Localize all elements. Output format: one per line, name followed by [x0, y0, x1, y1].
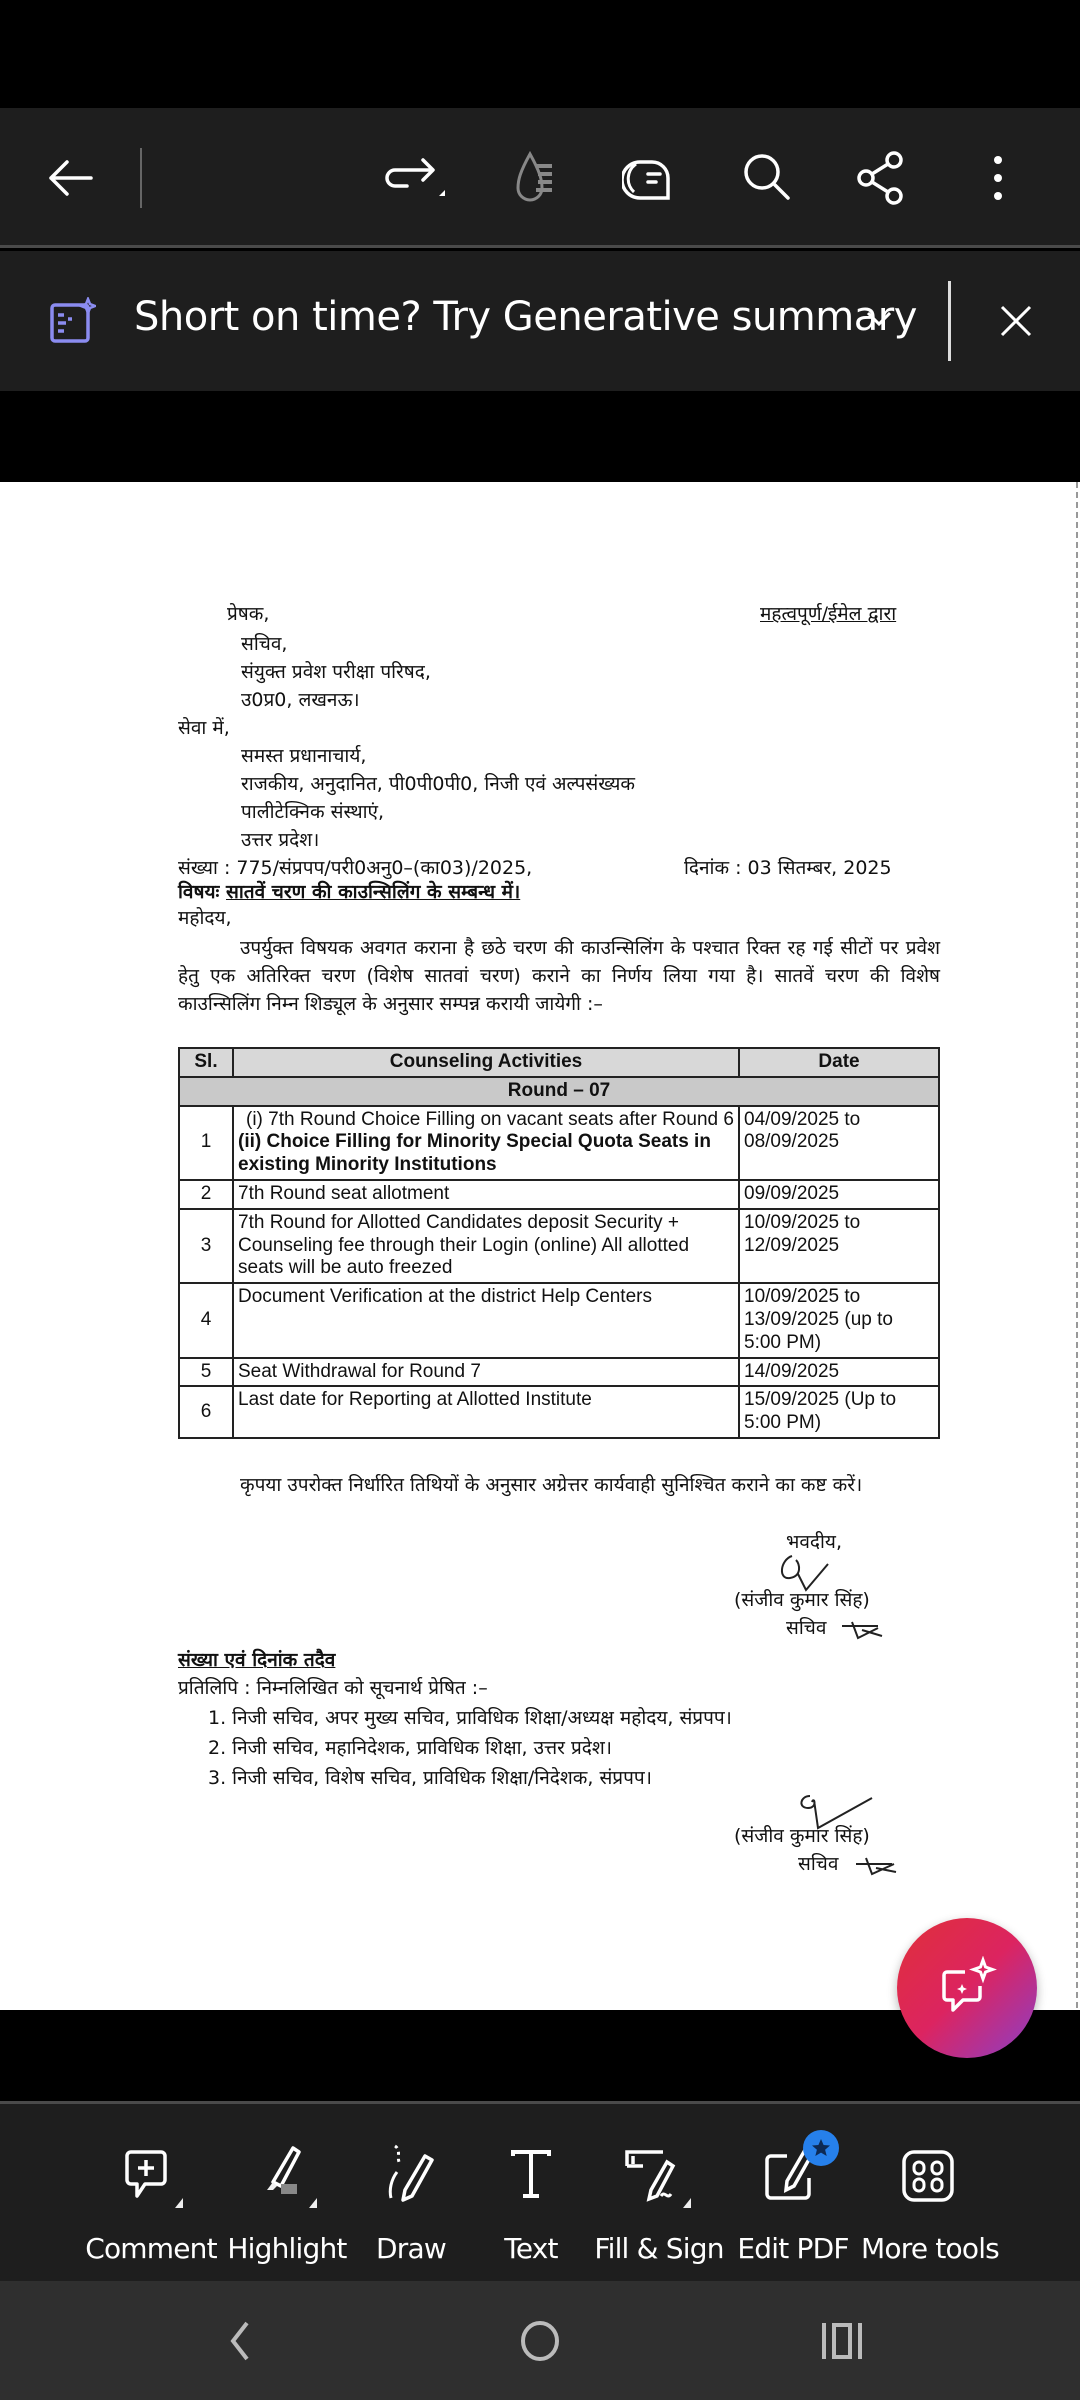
row-activity: Document Verification at the district Help Centers	[233, 1283, 739, 1357]
nav-back-icon[interactable]	[210, 2311, 270, 2371]
letter-date: दिनांक : 03 सितम्बर, 2025	[684, 857, 892, 879]
header-activities: Counseling Activities	[233, 1048, 739, 1077]
redo-share-icon[interactable]	[376, 140, 452, 216]
more-vertical-icon[interactable]	[960, 140, 1036, 216]
row-sl: 3	[179, 1209, 233, 1283]
generative-summary-icon	[48, 297, 96, 350]
bottom-toolbar	[0, 2101, 1080, 2281]
back-arrow-icon[interactable]	[32, 140, 108, 216]
toolbar-divider	[140, 148, 142, 208]
highlighter-icon	[247, 2142, 327, 2222]
signatory-designation: सचिव	[786, 1617, 827, 1639]
close-icon[interactable]	[996, 301, 1036, 346]
share-icon[interactable]	[844, 140, 920, 216]
to-label: सेवा में,	[178, 717, 230, 739]
text-icon	[491, 2142, 571, 2222]
draw-pencil-icon	[371, 2142, 451, 2222]
activity-part-a: (i) 7th Round Choice Filling on vacant seats after Round 6	[246, 1108, 734, 1130]
row-activity	[233, 1106, 739, 1180]
to-line: राजकीय, अनुदानित, पी0पी0पी0, निजी एवं अल्पसंख्यक	[241, 773, 635, 795]
row-date: 09/09/2025	[739, 1180, 939, 1209]
tool-label: Highlight	[227, 2232, 347, 2265]
to-line: पालीटेक्निक संस्थाएं,	[241, 801, 385, 823]
body-paragraph: उपर्युक्त विषयक अवगत कराना है छठे चरण की काउन्सिलिंग के पश्चात रिक्त रह गई सीटों पर प्रवेश हेतु एक अतिरिक्त चरण (विशेष सातवां चरण) कराने का निर्णय लिया गया है। सातवें चरण की विशेष काउन्सिलिंग निम्न शिड्यूल के अनुसार सम्पन्न करायी जायेगी :–	[178, 937, 940, 1015]
row-activity: Seat Withdrawal for Round 7	[233, 1358, 739, 1387]
page-edge-marks	[1076, 482, 1078, 2010]
tool-more-tools[interactable]	[862, 2104, 998, 2284]
initials-image	[838, 1618, 888, 1642]
ai-assistant-button[interactable]	[897, 1918, 1037, 2058]
tool-edit-pdf[interactable]	[728, 2104, 858, 2284]
header-sl: Sl.	[179, 1048, 233, 1077]
signatory-designation: सचिव	[798, 1853, 839, 1875]
table-row	[179, 1209, 939, 1283]
tool-label: Fill & Sign	[594, 2232, 724, 2265]
generative-summary-banner[interactable]	[0, 251, 1080, 391]
row-date: 14/09/2025	[739, 1358, 939, 1387]
header-date: Date	[739, 1048, 939, 1077]
schedule-table	[178, 1047, 940, 1439]
chevron-down-icon[interactable]	[862, 301, 896, 340]
row-activity: 7th Round seat allotment	[233, 1180, 739, 1209]
nav-home-icon[interactable]	[510, 2311, 570, 2371]
banner-divider	[948, 281, 951, 361]
fill-sign-icon	[619, 2142, 699, 2222]
edit-pdf-icon	[753, 2142, 833, 2222]
table-header-row	[179, 1048, 939, 1077]
banner-label: Short on time? Try Generative summary	[134, 294, 917, 340]
priority-note: महत्वपूर्ण/ईमेल द्वारा	[760, 603, 897, 625]
closing-paragraph: कृपया उपरोक्त निर्धारित तिथियों के अनुसार अग्रेत्तर कार्यवाही सुनिश्चित कराने का कष्ट करें।	[240, 1474, 863, 1496]
more-tools-grid-icon	[890, 2142, 970, 2222]
activity-part-b: (ii) Choice Filling for Minority Special Quota Seats in existing Minority Institutions	[238, 1131, 711, 1176]
table-row	[179, 1358, 939, 1387]
sender-line: संयुक्त प्रवेश परीक्षा परिषद,	[241, 661, 431, 683]
initials-image	[852, 1854, 902, 1878]
table-row	[179, 1180, 939, 1209]
nav-recents-icon[interactable]	[812, 2311, 872, 2371]
yours-faithfully: भवदीय,	[786, 1531, 842, 1553]
signatory-name: (संजीव कुमार सिंह)	[734, 1825, 870, 1847]
ai-assistant-icon	[935, 1956, 999, 2020]
row-date: 04/09/2025 to 08/09/2025	[739, 1106, 939, 1180]
system-nav-bar	[0, 2281, 1080, 2400]
tool-comment[interactable]	[86, 2104, 216, 2284]
to-line: समस्त प्रधानाचार्य,	[241, 745, 367, 767]
liquid-mode-icon[interactable]	[500, 140, 576, 216]
signatory-name: (संजीव कुमार सिंह)	[734, 1589, 870, 1611]
row-sl: 2	[179, 1180, 233, 1209]
reference-number: संख्या : 775/संप्रपप/परी0अनु0–(का03)/2025,	[178, 857, 533, 879]
table-row	[179, 1283, 939, 1357]
tool-label: Edit PDF	[737, 2232, 849, 2265]
tool-label: Text	[504, 2232, 558, 2265]
search-icon[interactable]	[730, 140, 806, 216]
row-date: 10/09/2025 to 12/09/2025	[739, 1209, 939, 1283]
salutation: महोदय,	[178, 907, 232, 929]
tool-label: More tools	[861, 2232, 999, 2265]
cc-list-item: 2. निजी सचिव, महानिदेशक, प्राविधिक शिक्षा, उत्तर प्रदेश।	[208, 1737, 612, 1759]
tool-fill-sign[interactable]	[584, 2104, 734, 2284]
star-badge-icon	[803, 2130, 839, 2166]
status-bar	[0, 0, 1080, 108]
tool-label: Draw	[376, 2232, 446, 2265]
row-activity: Last date for Reporting at Allotted Institute	[233, 1386, 739, 1438]
tool-text[interactable]	[466, 2104, 596, 2284]
round-label: Round – 07	[179, 1077, 939, 1106]
sender-label: प्रेषक,	[227, 603, 270, 625]
top-toolbar	[0, 108, 1080, 248]
row-sl: 6	[179, 1386, 233, 1438]
subject-label: विषयः	[178, 881, 220, 903]
table-row	[179, 1386, 939, 1438]
tool-highlight[interactable]	[222, 2104, 352, 2284]
table-row	[179, 1106, 939, 1180]
subject: सातवें चरण की काउन्सिलिंग के सम्बन्ध में।	[226, 881, 521, 903]
pdf-page[interactable]	[0, 482, 1080, 2010]
tool-label: Comment	[85, 2232, 217, 2265]
comments-icon[interactable]	[614, 140, 690, 216]
cc-intro: प्रतिलिपि : निम्नलिखित को सूचनार्थ प्रेषित :–	[178, 1677, 488, 1699]
row-sl: 1	[179, 1106, 233, 1180]
cc-list-item: 3. निजी सचिव, विशेष सचिव, प्राविधिक शिक्षा/निदेशक, संप्रपप।	[208, 1767, 652, 1789]
row-sl: 4	[179, 1283, 233, 1357]
cc-list-item: 1. निजी सचिव, अपर मुख्य सचिव, प्राविधिक शिक्षा/अध्यक्ष महोदय, संप्रपप।	[208, 1707, 732, 1729]
sender-line: उ0प्र0, लखनऊ।	[241, 689, 360, 711]
sender-line: सचिव,	[241, 633, 288, 655]
comment-add-icon	[111, 2142, 191, 2222]
tool-draw[interactable]	[346, 2104, 476, 2284]
to-line: उत्तर प्रदेश।	[241, 829, 320, 851]
row-activity: 7th Round for Allotted Candidates deposit Security + Counseling fee through their Login (online) All allotted seats will be auto freezed	[233, 1209, 739, 1283]
row-date: 15/09/2025 (Up to 5:00 PM)	[739, 1386, 939, 1438]
row-date: 10/09/2025 to 13/09/2025 (up to 5:00 PM)	[739, 1283, 939, 1357]
round-row	[179, 1077, 939, 1106]
row-sl: 5	[179, 1358, 233, 1387]
cc-header: संख्या एवं दिनांक तदैव	[178, 1649, 336, 1671]
